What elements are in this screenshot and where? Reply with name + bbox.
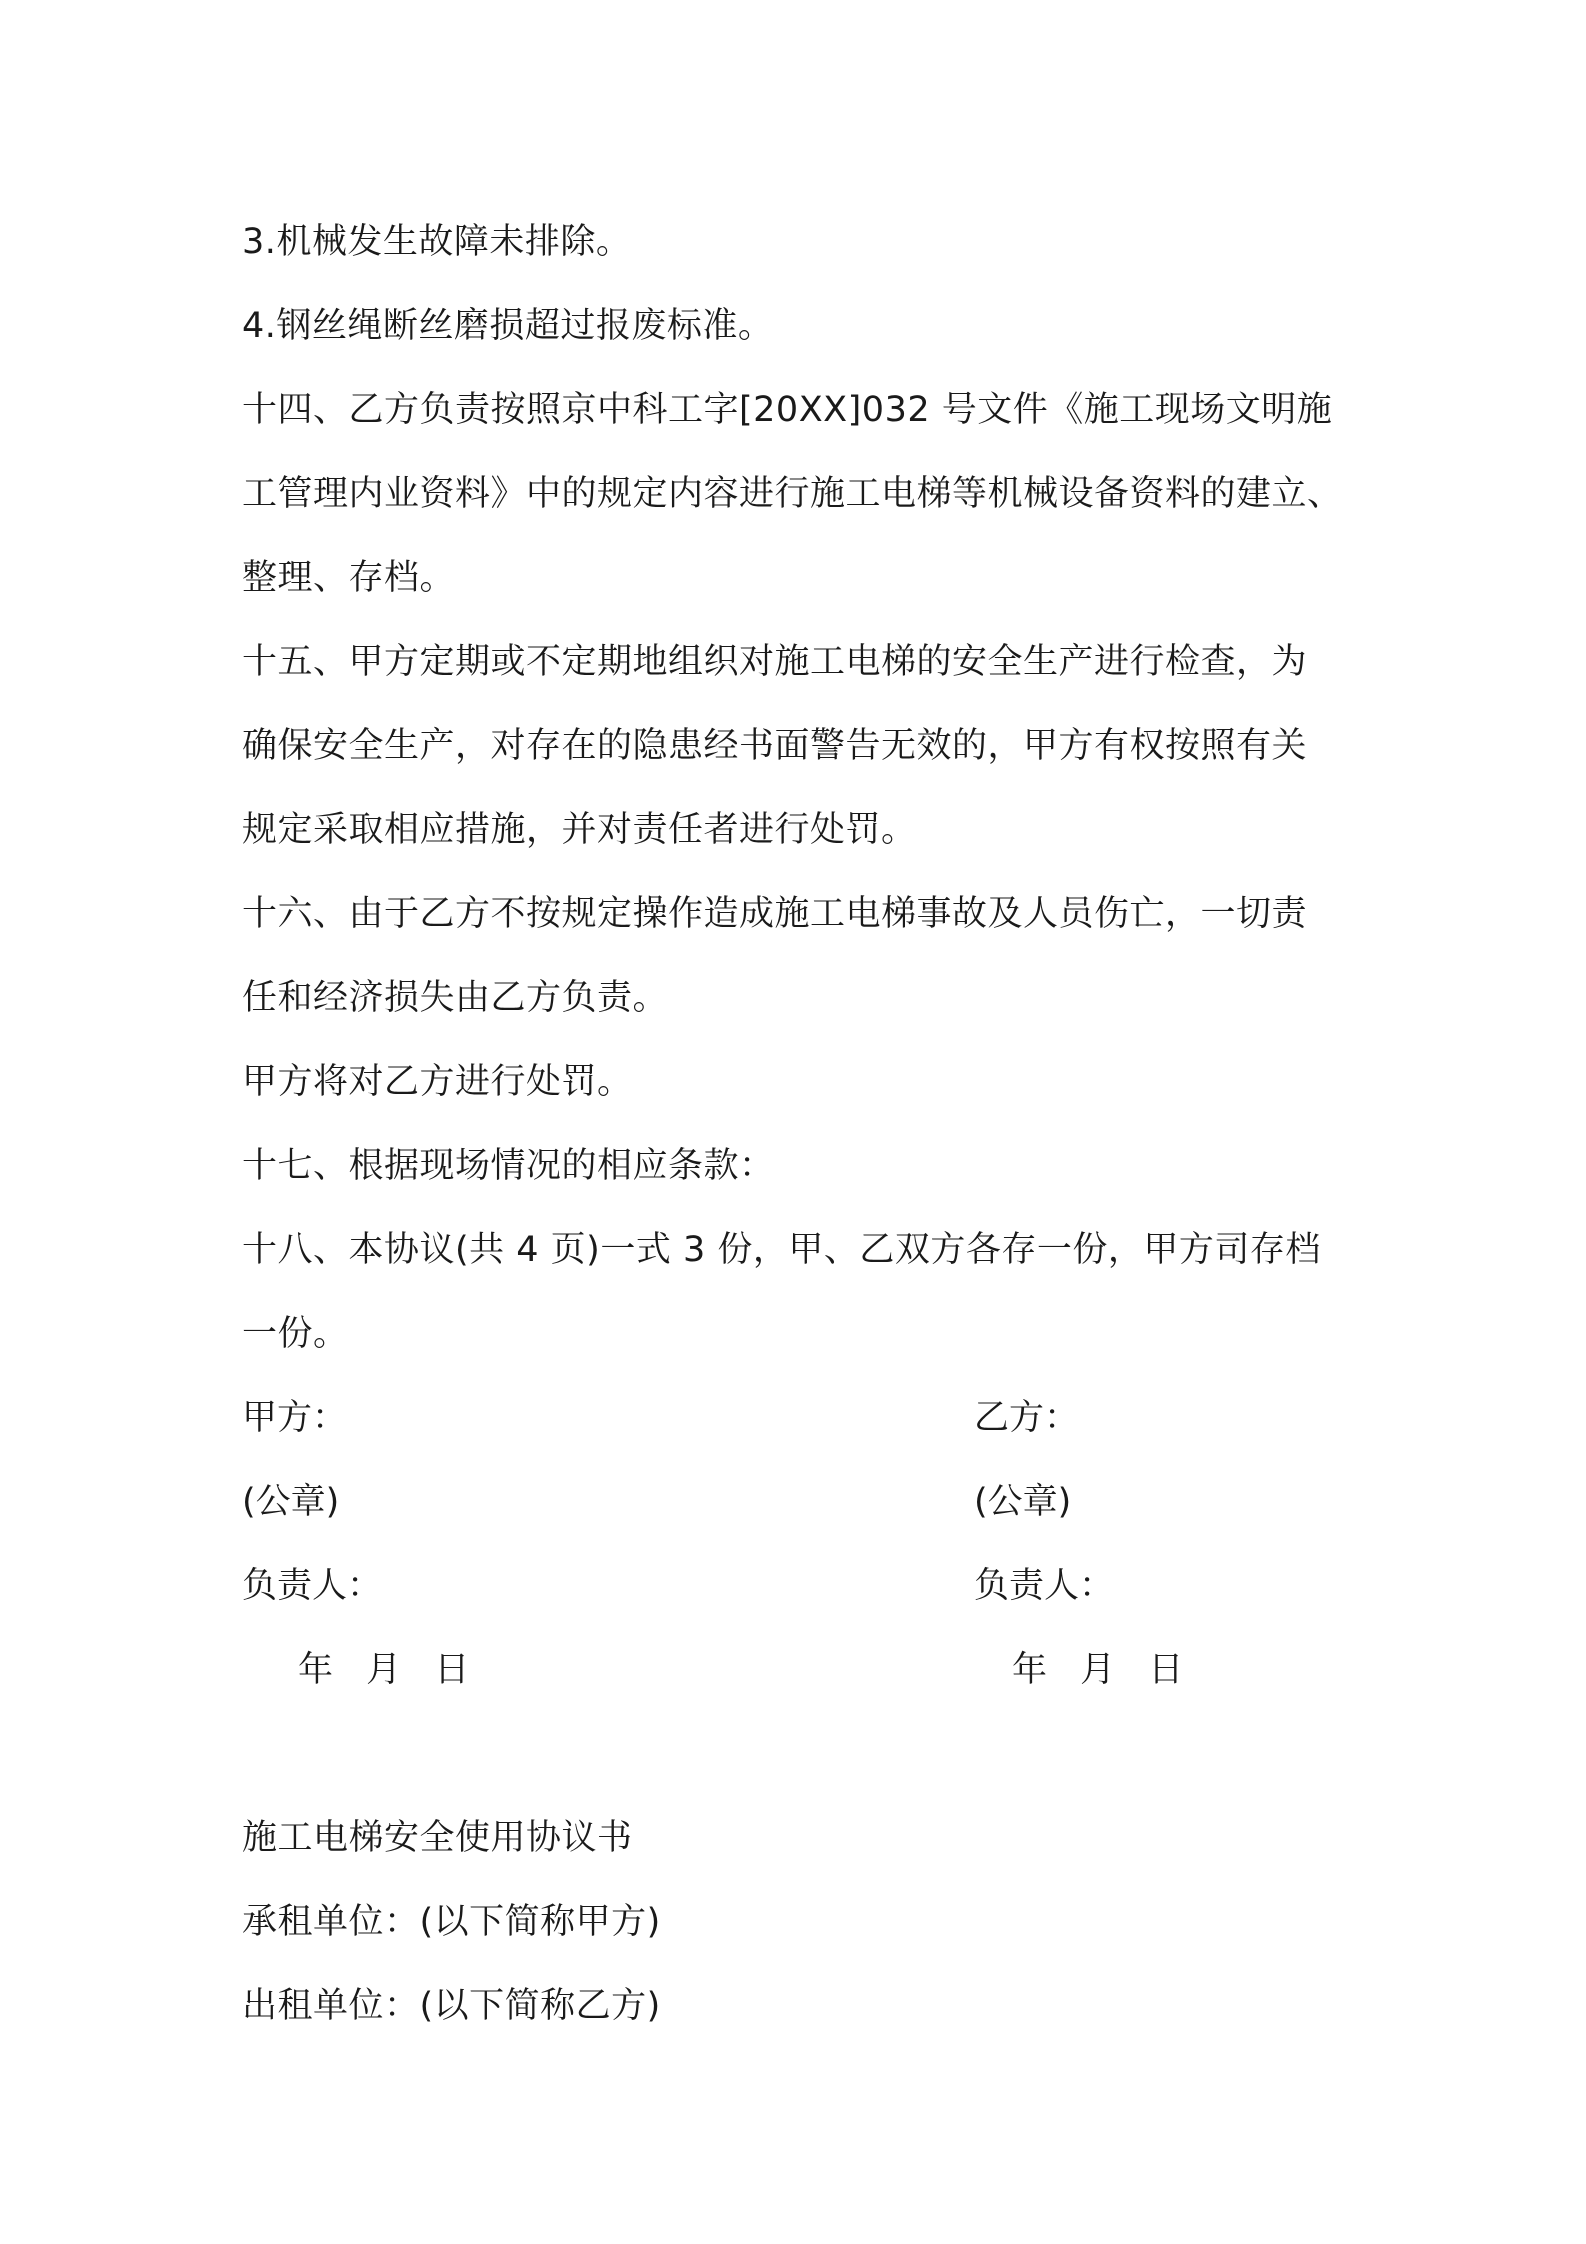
party-a-label: 甲方： [242, 1398, 348, 1438]
paragraph-line: 十五、甲方定期或不定期地组织对施工电梯的安全生产进行检查，为 [242, 642, 1308, 682]
day-label: 日 [1148, 1650, 1184, 1690]
year-label: 年 [298, 1650, 334, 1690]
signature-person-row [242, 1544, 1382, 1628]
signature-party-row [242, 1376, 1382, 1460]
paragraph-line: 十八、本协议(共 4 页)一式 3 份，甲、乙双方各存一份，甲方司存档 [242, 1230, 1321, 1270]
paragraph-line: 确保安全生产，对存在的隐患经书面警告无效的，甲方有权按照有关 [242, 726, 1308, 766]
paragraph-line: 甲方将对乙方进行处罚。 [242, 1062, 633, 1102]
paragraph-line: 4.钢丝绳断丝磨损超过报废标准。 [242, 306, 774, 346]
party-b-seal: (公章) [974, 1482, 1072, 1522]
paragraph-line: 十四、乙方负责按照京中科工字[20XX]032 号文件《施工现场文明施 [242, 390, 1333, 430]
month-label: 月 [1080, 1650, 1116, 1690]
year-label: 年 [1012, 1650, 1048, 1690]
paragraph-line: 任和经济损失由乙方负责。 [242, 978, 669, 1018]
paragraph-line: 一份。 [242, 1314, 349, 1354]
lessee-line: 承租单位：(以下简称甲方) [242, 1902, 661, 1942]
signature-date-row [242, 1628, 1382, 1712]
paragraph-line: 3.机械发生故障未排除。 [242, 222, 632, 262]
paragraph-line: 工管理内业资料》中的规定内容进行施工电梯等机械设备资料的建立、 [242, 474, 1343, 514]
month-label: 月 [366, 1650, 402, 1690]
paragraph-line: 规定采取相应措施，并对责任者进行处罚。 [242, 810, 917, 850]
party-b-person: 负责人： [974, 1566, 1115, 1606]
day-label: 日 [434, 1650, 470, 1690]
document-body [242, 200, 1382, 2048]
paragraph-line: 十六、由于乙方不按规定操作造成施工电梯事故及人员伤亡，一切责 [242, 894, 1308, 934]
party-a-person: 负责人： [242, 1566, 383, 1606]
party-a-seal: (公章) [242, 1482, 340, 1522]
party-a-date [242, 1628, 974, 1712]
paragraph-line: 十七、根据现场情况的相应条款： [242, 1146, 775, 1186]
agreement-title: 施工电梯安全使用协议书 [242, 1818, 633, 1858]
lessor-line: 出租单位：(以下简称乙方) [242, 1986, 661, 2026]
paragraph-line: 整理、存档。 [242, 558, 456, 598]
section-spacer [242, 1712, 1382, 1796]
signature-seal-row [242, 1460, 1382, 1544]
party-b-date [974, 1628, 1205, 1712]
party-b-label: 乙方： [974, 1398, 1080, 1438]
